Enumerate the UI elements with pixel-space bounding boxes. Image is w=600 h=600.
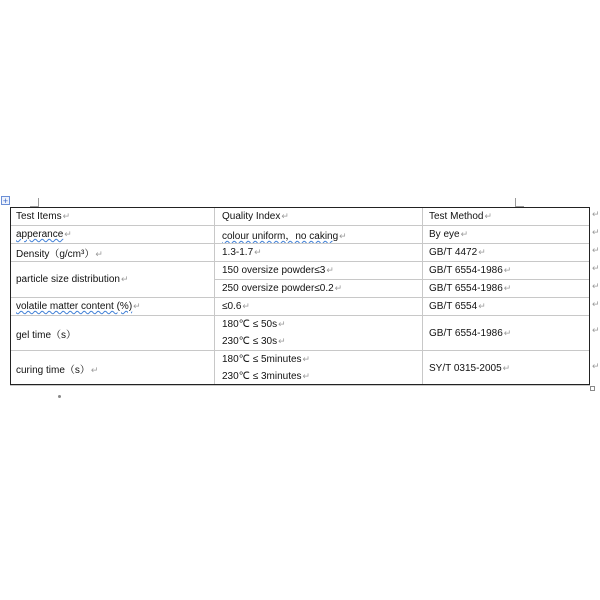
cell-method[interactable]: By eye↵ — [422, 226, 590, 244]
paragraph-mark — [58, 395, 61, 398]
cell-item[interactable]: curing time（s）↵ — [10, 351, 214, 386]
cell-index[interactable]: 250 oversize powder≤0.2↵ — [214, 280, 422, 298]
cell-index[interactable]: 180℃ ≤ 5minutes↵ 230℃ ≤ 3minutes↵ — [214, 351, 422, 386]
end-of-row-mark: ↵ — [592, 281, 600, 291]
cell-method[interactable]: GB/T 6554-1986↵ — [422, 316, 590, 351]
left-margin-marker — [30, 198, 39, 207]
end-of-row-mark: ↵ — [592, 361, 600, 371]
cell-item[interactable]: apperance↵ — [10, 226, 214, 244]
cell-method[interactable]: GB/T 4472↵ — [422, 244, 590, 262]
header-test-method[interactable]: Test Method↵ — [422, 208, 590, 226]
table-row — [10, 316, 590, 351]
end-of-row-mark: ↵ — [592, 227, 600, 237]
header-quality-index[interactable]: Quality Index↵ — [214, 208, 422, 226]
cell-method[interactable]: SY/T 0315-2005↵ — [422, 351, 590, 386]
table-move-handle[interactable]: + — [2, 196, 9, 206]
column-divider — [422, 207, 423, 385]
header-test-items[interactable]: Test Items↵ — [10, 208, 214, 226]
table-resize-handle[interactable] — [590, 386, 595, 391]
column-divider — [214, 207, 215, 385]
table-row — [10, 262, 590, 280]
end-of-row-mark: ↵ — [592, 263, 600, 273]
end-of-row-mark: ↵ — [592, 245, 600, 255]
end-of-row-mark: ↵ — [592, 325, 600, 335]
table-row — [10, 244, 590, 262]
cell-index[interactable]: 150 oversize powder≤3↵ — [214, 262, 422, 280]
cell-method[interactable]: GB/T 6554-1986↵ — [422, 262, 590, 280]
table-row — [10, 226, 590, 244]
end-of-row-mark: ↵ — [592, 299, 600, 309]
table-row — [10, 351, 590, 386]
cell-method[interactable]: GB/T 6554-1986↵ — [422, 280, 590, 298]
right-margin-marker — [515, 198, 524, 207]
table-header-row — [10, 208, 590, 226]
cell-item[interactable]: Density（g/cm³）↵ — [10, 244, 214, 262]
cell-index[interactable]: 180℃ ≤ 50s↵ 230℃ ≤ 30s↵ — [214, 316, 422, 351]
cell-index[interactable]: ≤0.6↵ — [214, 298, 422, 316]
cell-index[interactable]: 1.3-1.7↵ — [214, 244, 422, 262]
table-row — [10, 298, 590, 316]
cell-item[interactable]: particle size distribution↵ — [10, 262, 214, 298]
cell-index[interactable]: colour uniform，no caking↵ — [214, 226, 422, 244]
cell-item[interactable]: volatile matter content (%)↵ — [10, 298, 214, 316]
spec-table — [10, 207, 590, 386]
cell-item[interactable]: gel time（s） — [10, 316, 214, 351]
end-of-row-mark: ↵ — [592, 209, 600, 219]
cell-method[interactable]: GB/T 6554↵ — [422, 298, 590, 316]
